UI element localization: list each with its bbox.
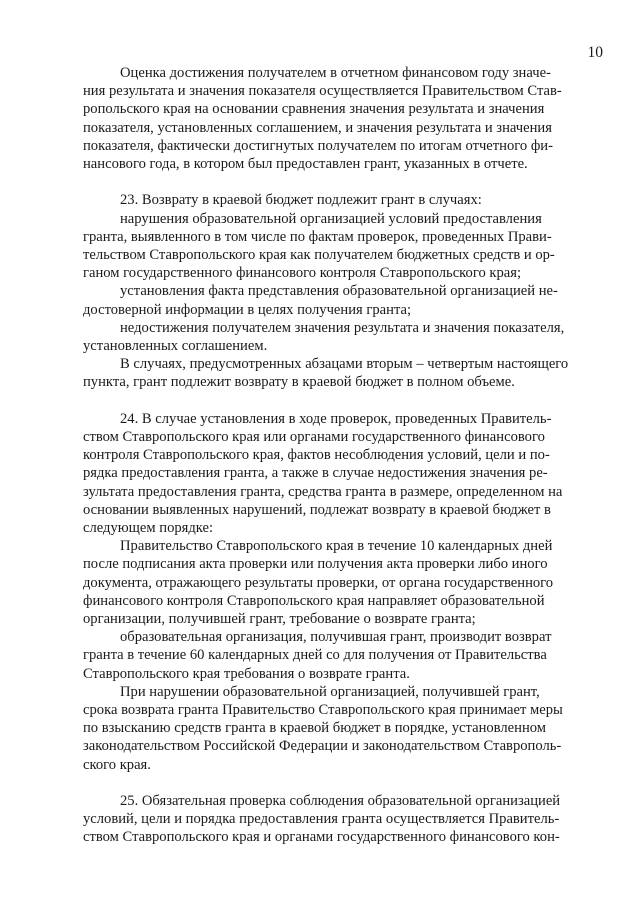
paragraph-23-violation: нарушения образовательной организацией условий предоставления гранта, выявленного в том числе по фактам проверок, проведенных Прави- тельством Ставропольского края как получателем бюджетных средств и ор- ганом государственного финансового контроля Ставропольского края; <box>83 210 555 282</box>
paragraph-25: 25. Обязательная проверка соблюдения образовательной организацией условий, цели и порядка предоставления гранта осуществляется Правитель- ством Ставропольского края и органами государственного финансового кон- <box>83 793 561 846</box>
paragraph-23-not-achieved: недостижения получателем значения результата и значения показателя, установленных соглашением. <box>83 319 565 355</box>
paragraph-23-false-info: установления факта представления образовательной организацией не- достоверной информации в целях получения гранта; <box>83 283 558 318</box>
paragraph-24-heading: 24. В случае установления в ходе проверок, проведенных Правитель- ством Ставропольского края или органами государственного финансового контроля Ставропольского края, фактов несоблюдения условий, цели и по- рядка предоставления гранта, а также в случае недостижения значения ре- зультата предоставления гранта, средства гранта в размере, определенном на основании выявленных нарушений, подлежат возврату в краевой бюджет в следующем порядке: <box>83 410 563 537</box>
document-body <box>83 64 607 847</box>
paragraph-24-violation: При нарушении образовательной организацией, получившей грант, срока возврата гранта Правительство Ставропольского края принимает меры по взысканию средств гранта в краевой бюджет в порядке, установленном законодательством Российской Федерации и законодательством Ставрополь- ского края. <box>83 683 563 773</box>
paragraph-23-full-return: В случаях, предусмотренных абзацами вторым – четвертым настоящего пункта, грант подлежит возврату в краевой бюджет в полном объеме. <box>83 356 569 391</box>
paragraph-24-government: Правительство Ставропольского края в течение 10 календарных дней после подписания акта проверки или получения акта проверки либо иного документа, отражающего результаты проверки, от органа государственного финансового контроля Ставропольского края направляет образовательной организации, получившей грант, требование о возврате гранта; <box>83 538 554 628</box>
paragraph-assessment: Оценка достижения получателем в отчетном финансовом году значе- ния результата и значения показателя осуществляется Правительством Став- ропольского края на основании сравнения значения результата и значения показателя, установленных соглашением, и значения результата и значения показателя, фактически достигнутых получателем по итогам отчетного фи- нансового года, в котором был предоставлен грант, указанных в отчете. <box>83 65 562 173</box>
paragraph-24-organization: образовательная организация, получившая грант, производит возврат гранта в течение 60 календарных дней со для получения от Правительства Ставропольского края требования о возврате гранта. <box>83 629 552 682</box>
paragraph-23-heading: 23. Возврату в краевой бюджет подлежит грант в случаях: <box>120 192 482 209</box>
page-number: 10 <box>587 44 603 61</box>
